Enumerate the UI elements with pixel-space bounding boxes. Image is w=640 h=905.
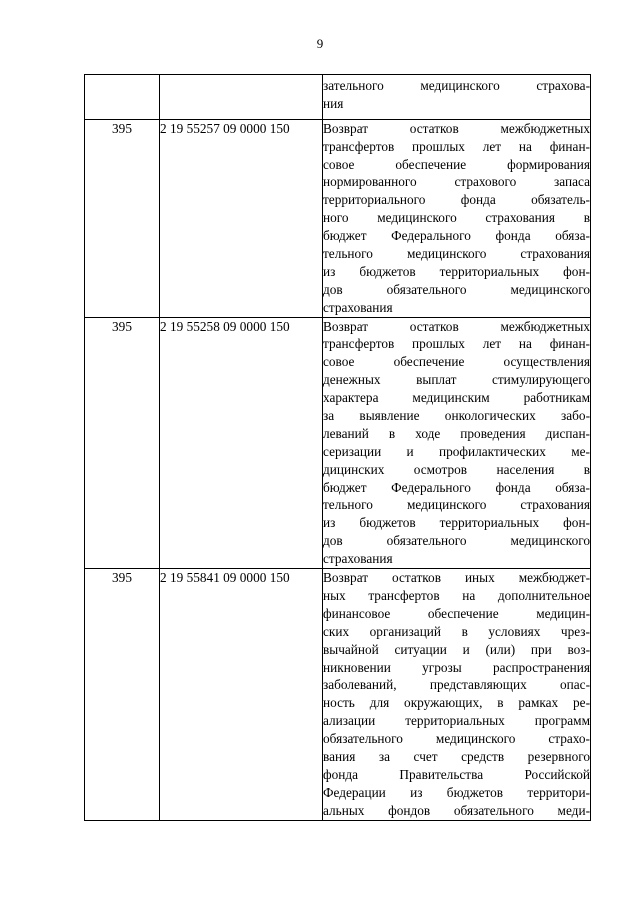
- budget-code-cell: [160, 75, 323, 120]
- description-cell: [323, 75, 591, 120]
- description-line: Возврат остатков межбюджетных: [323, 318, 590, 334]
- description-line: дов обязательного медицинского: [323, 533, 590, 549]
- table-body: [85, 75, 591, 821]
- description-line: из бюджетов территориальных фон-: [323, 263, 590, 279]
- description-line: тельного медицинского страхования: [323, 246, 590, 262]
- description-line: совое обеспечение осуществления: [323, 354, 590, 370]
- budget-code-cell: 2 19 55258 09 0000 150: [160, 317, 323, 568]
- description-line: бюджет Федерального фонда обяза-: [323, 479, 590, 495]
- description-line: страхования: [323, 299, 393, 315]
- description-line: дицинских осмотров населения в: [323, 461, 590, 477]
- description-cell: [323, 119, 591, 317]
- description-line: фонда Правительства Российской: [323, 766, 590, 782]
- description-line: Возврат остатков иных межбюджет-: [323, 570, 590, 586]
- description-line: характера медицинским работникам: [323, 390, 590, 406]
- description-line: трансфертов прошлых лет на финан-: [323, 336, 590, 352]
- admin-code-cell: [85, 75, 160, 120]
- table-row: [85, 75, 591, 120]
- budget-code-cell: 2 19 55257 09 0000 150: [160, 119, 323, 317]
- description-line: заболеваний, представляющих опас-: [323, 677, 590, 693]
- description-line: вания за счет средств резервного: [323, 748, 590, 764]
- description-line: дов обязательного медицинского: [323, 281, 590, 297]
- description-cell: [323, 317, 591, 568]
- description-cell: [323, 569, 591, 820]
- description-line: ния: [323, 95, 344, 111]
- description-line: леваний в ходе проведения диспан-: [323, 425, 590, 441]
- description-line: ность для окружающих, в рамках ре-: [323, 695, 590, 711]
- table-row: [85, 119, 591, 317]
- description-line: совое обеспечение формирования: [323, 156, 590, 172]
- description-line: тельного медицинского страхования: [323, 497, 590, 513]
- description-line: территориального фонда обязатель-: [323, 192, 590, 208]
- description-line: денежных выплат стимулирующего: [323, 372, 590, 388]
- description-line: финансовое обеспечение медицин-: [323, 605, 590, 621]
- admin-code-cell: 395: [85, 119, 160, 317]
- description-line: нормированного страхового запаса: [323, 174, 590, 190]
- description-line: никновении угрозы распространения: [323, 659, 590, 675]
- description-line: вычайной ситуации и (или) при воз-: [323, 641, 590, 657]
- table-row: [85, 317, 591, 568]
- description-line: Возврат остатков межбюджетных: [323, 120, 590, 136]
- page-number: 9: [316, 36, 324, 51]
- description-line: Федерации из бюджетов территори-: [323, 784, 590, 800]
- table-row: [85, 569, 591, 820]
- budget-classification-table: [84, 74, 591, 821]
- admin-code-cell: 395: [85, 569, 160, 820]
- description-line: из бюджетов территориальных фон-: [323, 515, 590, 531]
- description-line: страхования: [323, 551, 393, 567]
- admin-code-cell: 395: [85, 317, 160, 568]
- description-line: обязательного медицинского страхо-: [323, 731, 590, 747]
- description-line: ных трансфертов на дополнительное: [323, 587, 590, 603]
- description-line: ских организаций в условиях чрез-: [323, 623, 590, 639]
- description-line: серизации и профилактических ме-: [323, 443, 590, 459]
- description-line: ного медицинского страхования в: [323, 210, 590, 226]
- description-line: зательного медицинского страхова-: [323, 78, 590, 93]
- description-line: за выявление онкологических забо-: [323, 408, 590, 424]
- description-line: трансфертов прошлых лет на финан-: [323, 138, 590, 154]
- budget-code-cell: 2 19 55841 09 0000 150: [160, 569, 323, 820]
- description-line: альных фондов обязательного меди-: [323, 802, 590, 818]
- description-line: бюджет Федерального фонда обяза-: [323, 228, 590, 244]
- description-line: ализации территориальных программ: [323, 713, 590, 729]
